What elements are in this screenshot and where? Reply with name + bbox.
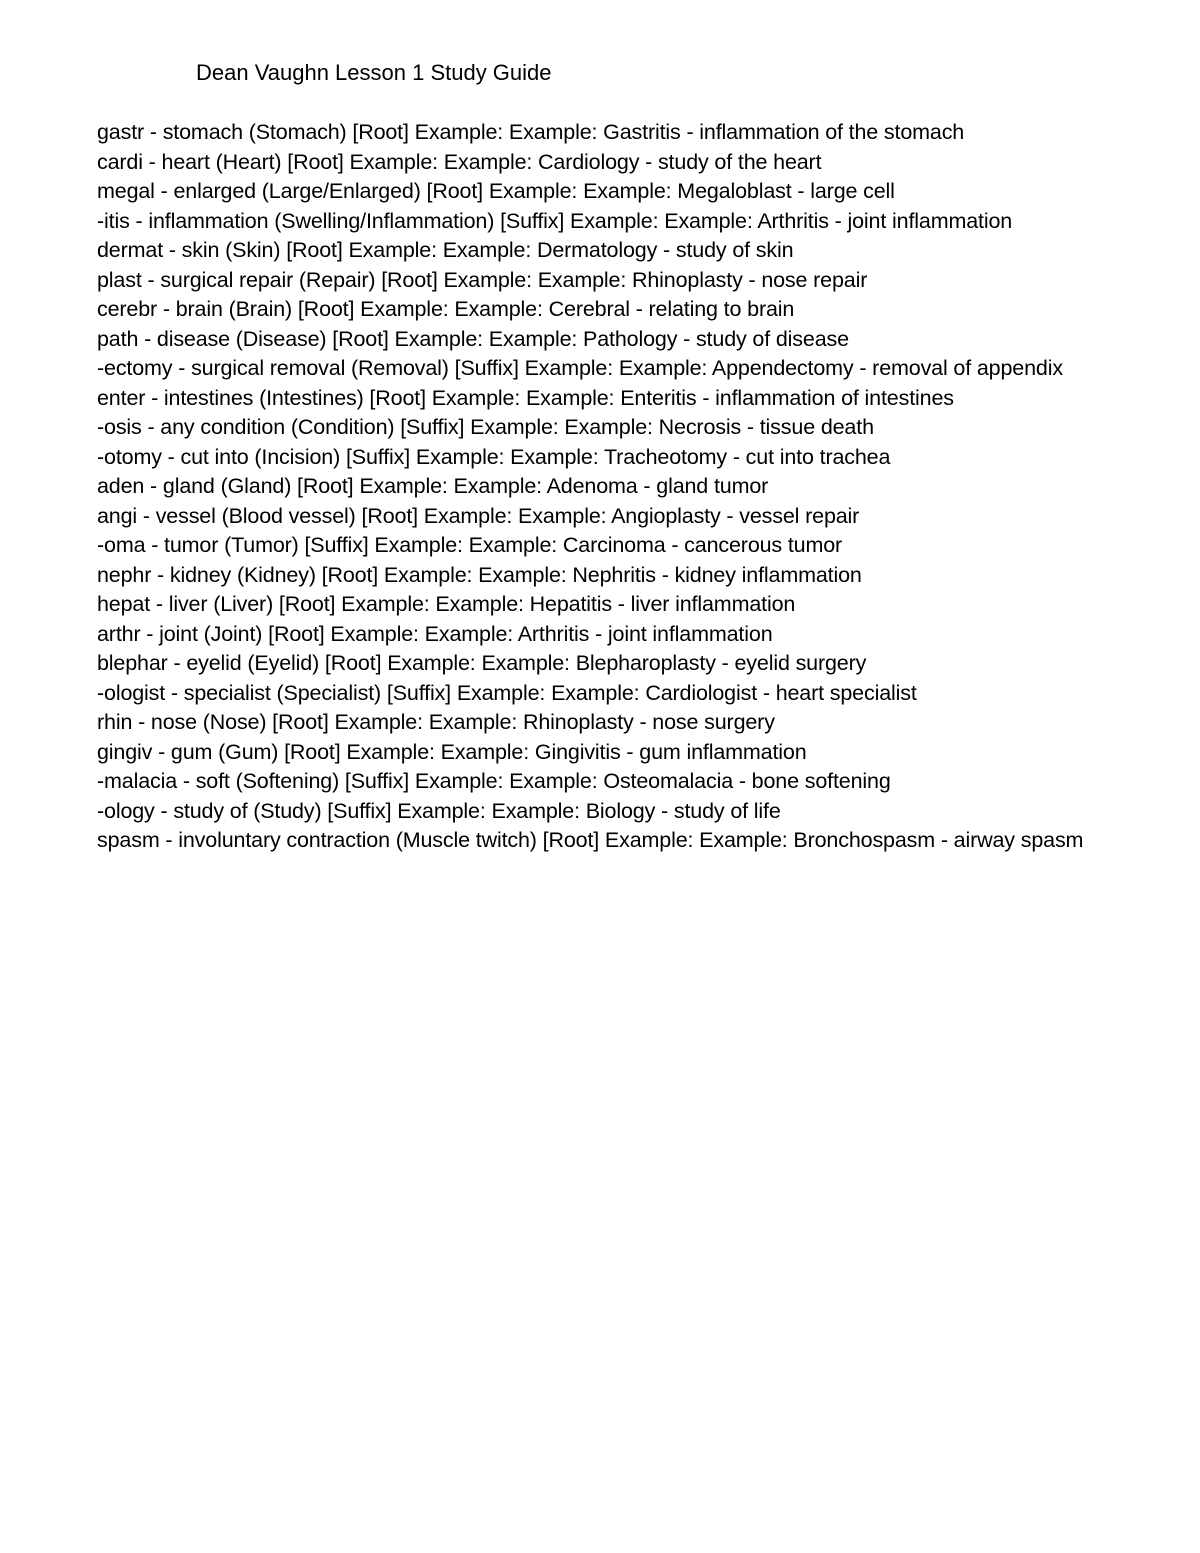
- term-entry-angi: angi - vessel (Blood vessel) [Root] Example: Example: Angioplasty - vessel repair: [97, 503, 860, 528]
- term-entry-itis: -itis - inflammation (Swelling/Inflammation) [Suffix] Example: Example: Arthritis - joint inflammation: [97, 208, 1013, 233]
- term-entry-rhin: rhin - nose (Nose) [Root] Example: Example: Rhinoplasty - nose surgery: [97, 710, 775, 734]
- term-entry-ectomy: -ectomy - surgical removal (Removal) [Suffix] Example: Example: Appendectomy - removal of appendix: [97, 356, 1063, 380]
- term-entry-ology: -ology - study of (Study) [Suffix] Example: Example: Biology - study of life: [97, 798, 781, 823]
- term-entry-dermat: dermat - skin (Skin) [Root] Example: Example: Dermatology - study of skin: [97, 238, 794, 262]
- term-entry-aden: aden - gland (Gland) [Root] Example: Example: Adenoma - gland tumor: [97, 474, 769, 498]
- term-entry-osis: -osis - any condition (Condition) [Suffix] Example: Example: Necrosis - tissue death: [97, 415, 874, 439]
- term-entry-path: path - disease (Disease) [Root] Example: Example: Pathology - study of disease: [97, 326, 849, 351]
- term-entry-gastr: gastr - stomach (Stomach) [Root] Example: Example: Gastritis - inflammation of the stomach: [97, 120, 965, 144]
- term-entry-ologist: -ologist - specialist (Specialist) [Suffix] Example: Example: Cardiologist - heart specialist: [97, 680, 917, 705]
- term-entry-megal: megal - enlarged (Large/Enlarged) [Root] Example: Example: Megaloblast - large cell: [97, 179, 895, 203]
- term-entry-hepat: hepat - liver (Liver) [Root] Example: Example: Hepatitis - liver inflammation: [97, 592, 796, 616]
- term-entry-otomy: -otomy - cut into (Incision) [Suffix] Example: Example: Tracheotomy - cut into trachea: [97, 444, 891, 469]
- term-entry-gingiv: gingiv - gum (Gum) [Root] Example: Example: Gingivitis - gum inflammation: [97, 739, 807, 764]
- term-entry-nephr: nephr - kidney (Kidney) [Root] Example: Example: Nephritis - kidney inflammation: [97, 562, 862, 587]
- page-title: Dean Vaughn Lesson 1 Study Guide: [196, 60, 552, 85]
- term-entry-enter: enter - intestines (Intestines) [Root] Example: Example: Enteritis - inflammation of intestines: [97, 385, 954, 410]
- term-entry-plast: plast - surgical repair (Repair) [Root] Example: Example: Rhinoplasty - nose repair: [97, 267, 868, 292]
- term-entry-blephar: blephar - eyelid (Eyelid) [Root] Example: Example: Blepharoplasty - eyelid surgery: [97, 651, 867, 675]
- term-entry-malacia: -malacia - soft (Softening) [Suffix] Example: Example: Osteomalacia - bone softening: [97, 769, 891, 793]
- term-entry-cerebr: cerebr - brain (Brain) [Root] Example: Example: Cerebral - relating to brain: [97, 297, 795, 321]
- term-entry-spasm: spasm - involuntary contraction (Muscle twitch) [Root] Example: Example: Bronchospasm - airway spasm: [97, 828, 1084, 852]
- term-entry-oma: -oma - tumor (Tumor) [Suffix] Example: Example: Carcinoma - cancerous tumor: [97, 533, 843, 557]
- term-entry-cardi: cardi - heart (Heart) [Root] Example: Example: Cardiology - study of the heart: [97, 149, 822, 174]
- term-list: [97, 118, 1083, 856]
- term-entry-arthr: arthr - joint (Joint) [Root] Example: Example: Arthritis - joint inflammation: [97, 621, 773, 646]
